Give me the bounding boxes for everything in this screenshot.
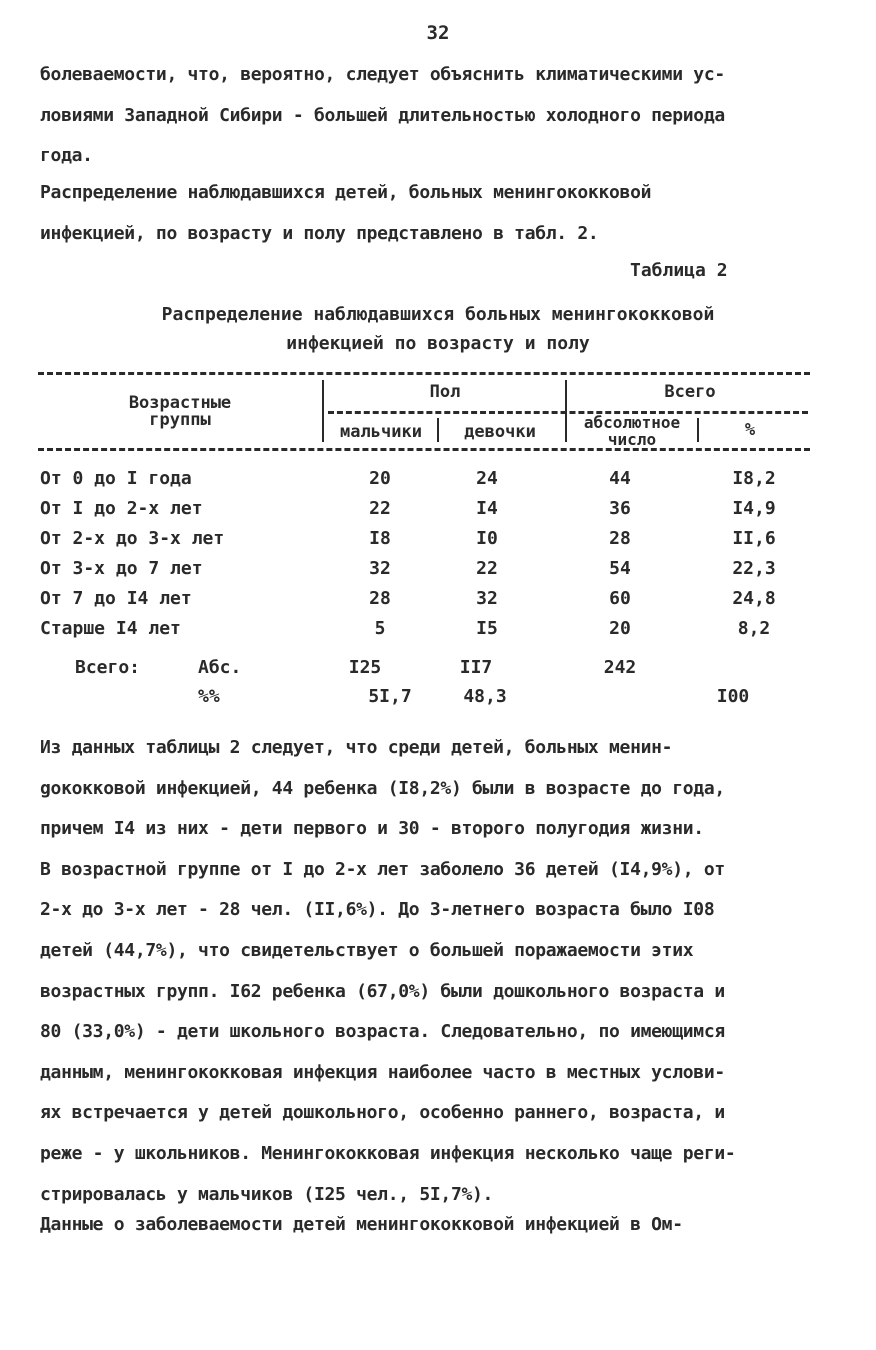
cell-abs: 44 [609,468,631,489]
header-divider-1 [322,380,324,442]
cell-pct: 22,3 [732,558,776,579]
row-label: От 3-х до 7 лет [40,558,203,579]
cell-girls: I4 [476,498,498,519]
cell-abs: 54 [609,558,631,579]
row-label: От 0 до I года [40,468,192,489]
cell-boys: 22 [369,498,391,519]
header-total: Всего [664,382,716,402]
table-top-rule [38,372,810,375]
table-row [0,588,876,618]
cell-girls: 22 [476,558,498,579]
table-row [0,558,876,588]
table-total-pct-row [0,686,876,716]
total-girls-pct: 48,3 [463,686,507,707]
total-girls-abs: II7 [459,657,493,678]
cell-pct: I8,2 [732,468,776,489]
cell-boys: 5 [374,618,386,639]
lead-paragraph: Распределение наблюдавшихся детей, больных менингококковой инфекцией, по возрасту и полу представлено в табл. 2. [40,182,652,244]
cell-boys: 20 [369,468,391,489]
table-row [0,528,876,558]
header-divider-2 [565,380,567,442]
cell-abs: 36 [609,498,631,519]
cell-pct: I4,9 [732,498,776,519]
row-label: Старше I4 лет [40,618,181,639]
row-label: От I до 2-х лет [40,498,203,519]
total-boys-abs: I25 [348,657,382,678]
row-label: От 2-х до 3-х лет [40,528,225,549]
table-caption-line-1: Распределение наблюдавшихся больных менингококковой [161,304,715,325]
intro-paragraph: болеваемости, что, вероятно, следует объяснить климатическими ус- ловиями Западной Сибири - большей длительностью холодного периода года. [40,64,725,167]
header-percent: % [744,420,756,440]
header-divider-4 [697,418,699,442]
total-abs: 242 [603,657,637,678]
cell-girls: I0 [476,528,498,549]
header-girls: девочки [464,422,536,442]
cell-pct: 8,2 [737,618,771,639]
cell-abs: 20 [609,618,631,639]
header-divider-3 [437,418,439,442]
table-label: Таблица 2 [630,260,728,281]
header-age-groups: Возрастные группы [128,393,232,430]
table-row [0,618,876,648]
table-caption-line-2: инфекцией по возрасту и полу [286,333,590,354]
page-number: 32 [426,22,450,44]
total-boys-pct: 5I,7 [368,686,412,707]
cell-abs: 28 [609,528,631,549]
cell-pct: 24,8 [732,588,776,609]
abs-label: Абс. [198,657,242,678]
row-label: От 7 до I4 лет [40,588,192,609]
table-row [0,468,876,498]
closing-paragraph: Данные о заболеваемости детей менингококковой инфекцией в Ом- [40,1214,683,1235]
cell-abs: 60 [609,588,631,609]
total-pct: I00 [716,686,750,707]
cell-girls: 24 [476,468,498,489]
analysis-paragraph: Из данных таблицы 2 следует, что среди детей, больных менин- gококковой инфекцией, 44 ребенка (I8,2%) были в возрасте до года, причем I4 из них - дети первого и 30 - второго полугодия жизни. В возрастной группе от I до 2-х лет заболело 36 детей (I4,9%), от 2-х до 3-х лет - 28 чел. (II,6%). До 3-летнего возраста было I08 детей (44,7%), что свидетельствует о большей поражаемости этих возрастных групп. I62 ребенка (67,0%) были дошкольного возраста и 80 (33,0%) - дети школьного возраста. Следовательно, по имеющимся данным, менингококковая инфекция наиболее часто в местных услови- ях встречается у детей дошкольного, особенно раннего, возраста, и реже - у школьников. Менингококковая инфекция несколько чаще реги- стрировалась у мальчиков (I25 чел., 5I,7%). [40,737,736,1205]
table-total-abs-row [0,657,876,687]
header-abs-number: абсолютное число [583,413,681,449]
header-boys: мальчики [340,422,422,442]
cell-boys: 32 [369,558,391,579]
cell-boys: I8 [369,528,391,549]
cell-girls: 32 [476,588,498,609]
pct-label: %% [198,686,220,707]
table-row [0,498,876,528]
header-sex: Пол [429,382,461,402]
cell-girls: I5 [476,618,498,639]
header-bottom-rule [38,448,810,451]
total-label: Всего: [75,657,141,678]
cell-pct: II,6 [732,528,776,549]
cell-boys: 28 [369,588,391,609]
